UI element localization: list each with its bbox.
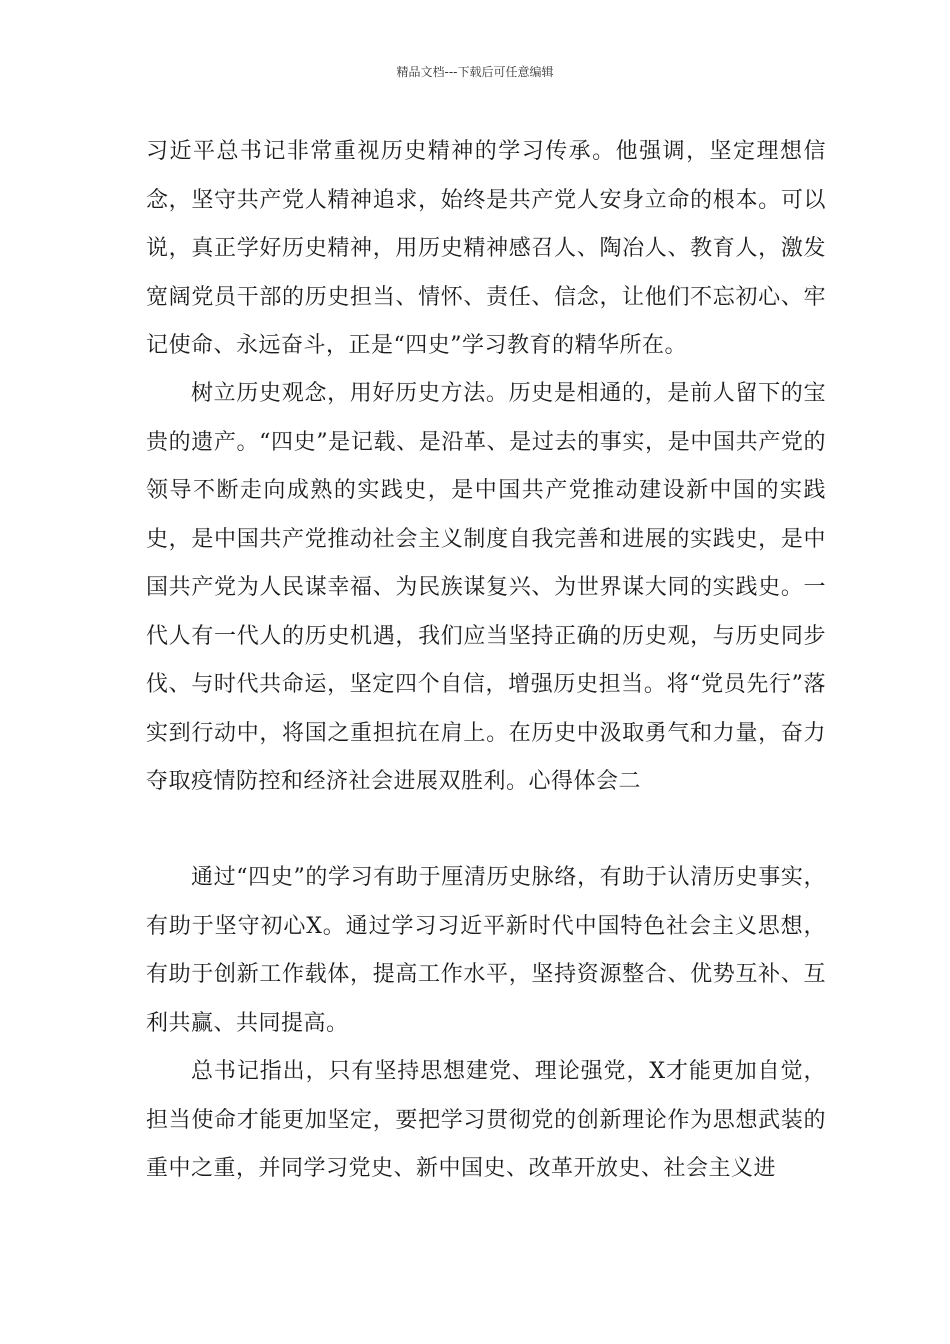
paragraph: 通过“四史”的学习有助于厘清历史脉络，有助于认清历史事实，有助于坚守初心X。通过学习习近平新时代中国特色社会主义思想，有助于创新工作载体，提高工作水平，坚持资源整合、优势互补、互利共赢、共同提高。 <box>146 865 826 1036</box>
page-header: 精品文档---下载后可任意编辑 <box>396 65 554 79</box>
paragraph: 树立历史观念，用好历史方法。历史是相通的，是前人留下的宝贵的遗产。“四史”是记载、是沿革、是过去的事实，是中国共产党的领导不断走向成熟的实践史，是中国共产党推动建设新中国的实践史，是中国共产党推动社会主义制度自我完善和进展的实践史，是中国共产党为人民谋幸福、为民族谋复兴、为世界谋大同的实践史。一代人有一代人的历史机遇，我们应当坚持正确的历史观，与历史同步伐、与时代共命运，坚定四个自信，增强历史担当。将“党员先行”落实到行动中，将国之重担抗在肩上。在历史中汲取勇气和力量，奋力夺取疫情防控和经济社会进展双胜利。心得体会二 <box>146 381 826 794</box>
paragraph: 习近平总书记非常重视历史精神的学习传承。他强调，坚定理想信念，坚守共产党人精神追求，始终是共产党人安身立命的根本。可以说，真正学好历史精神，用历史精神感召人、陶冶人、教育人，激发宽阔党员干部的历史担当、情怀、责任、信念，让他们不忘初心、牢记使命、永远奋斗，正是“四史”学习教育的精华所在。 <box>146 139 826 358</box>
paragraph: 总书记指出，只有坚持思想建党、理论强党，X才能更加自觉，担当使命才能更加坚定，要把学习贯彻党的创新理论作为思想武装的重中之重，并同学习党史、新中国史、改革开放史、社会主义进 <box>146 1059 826 1181</box>
document-body <box>146 128 826 1194</box>
